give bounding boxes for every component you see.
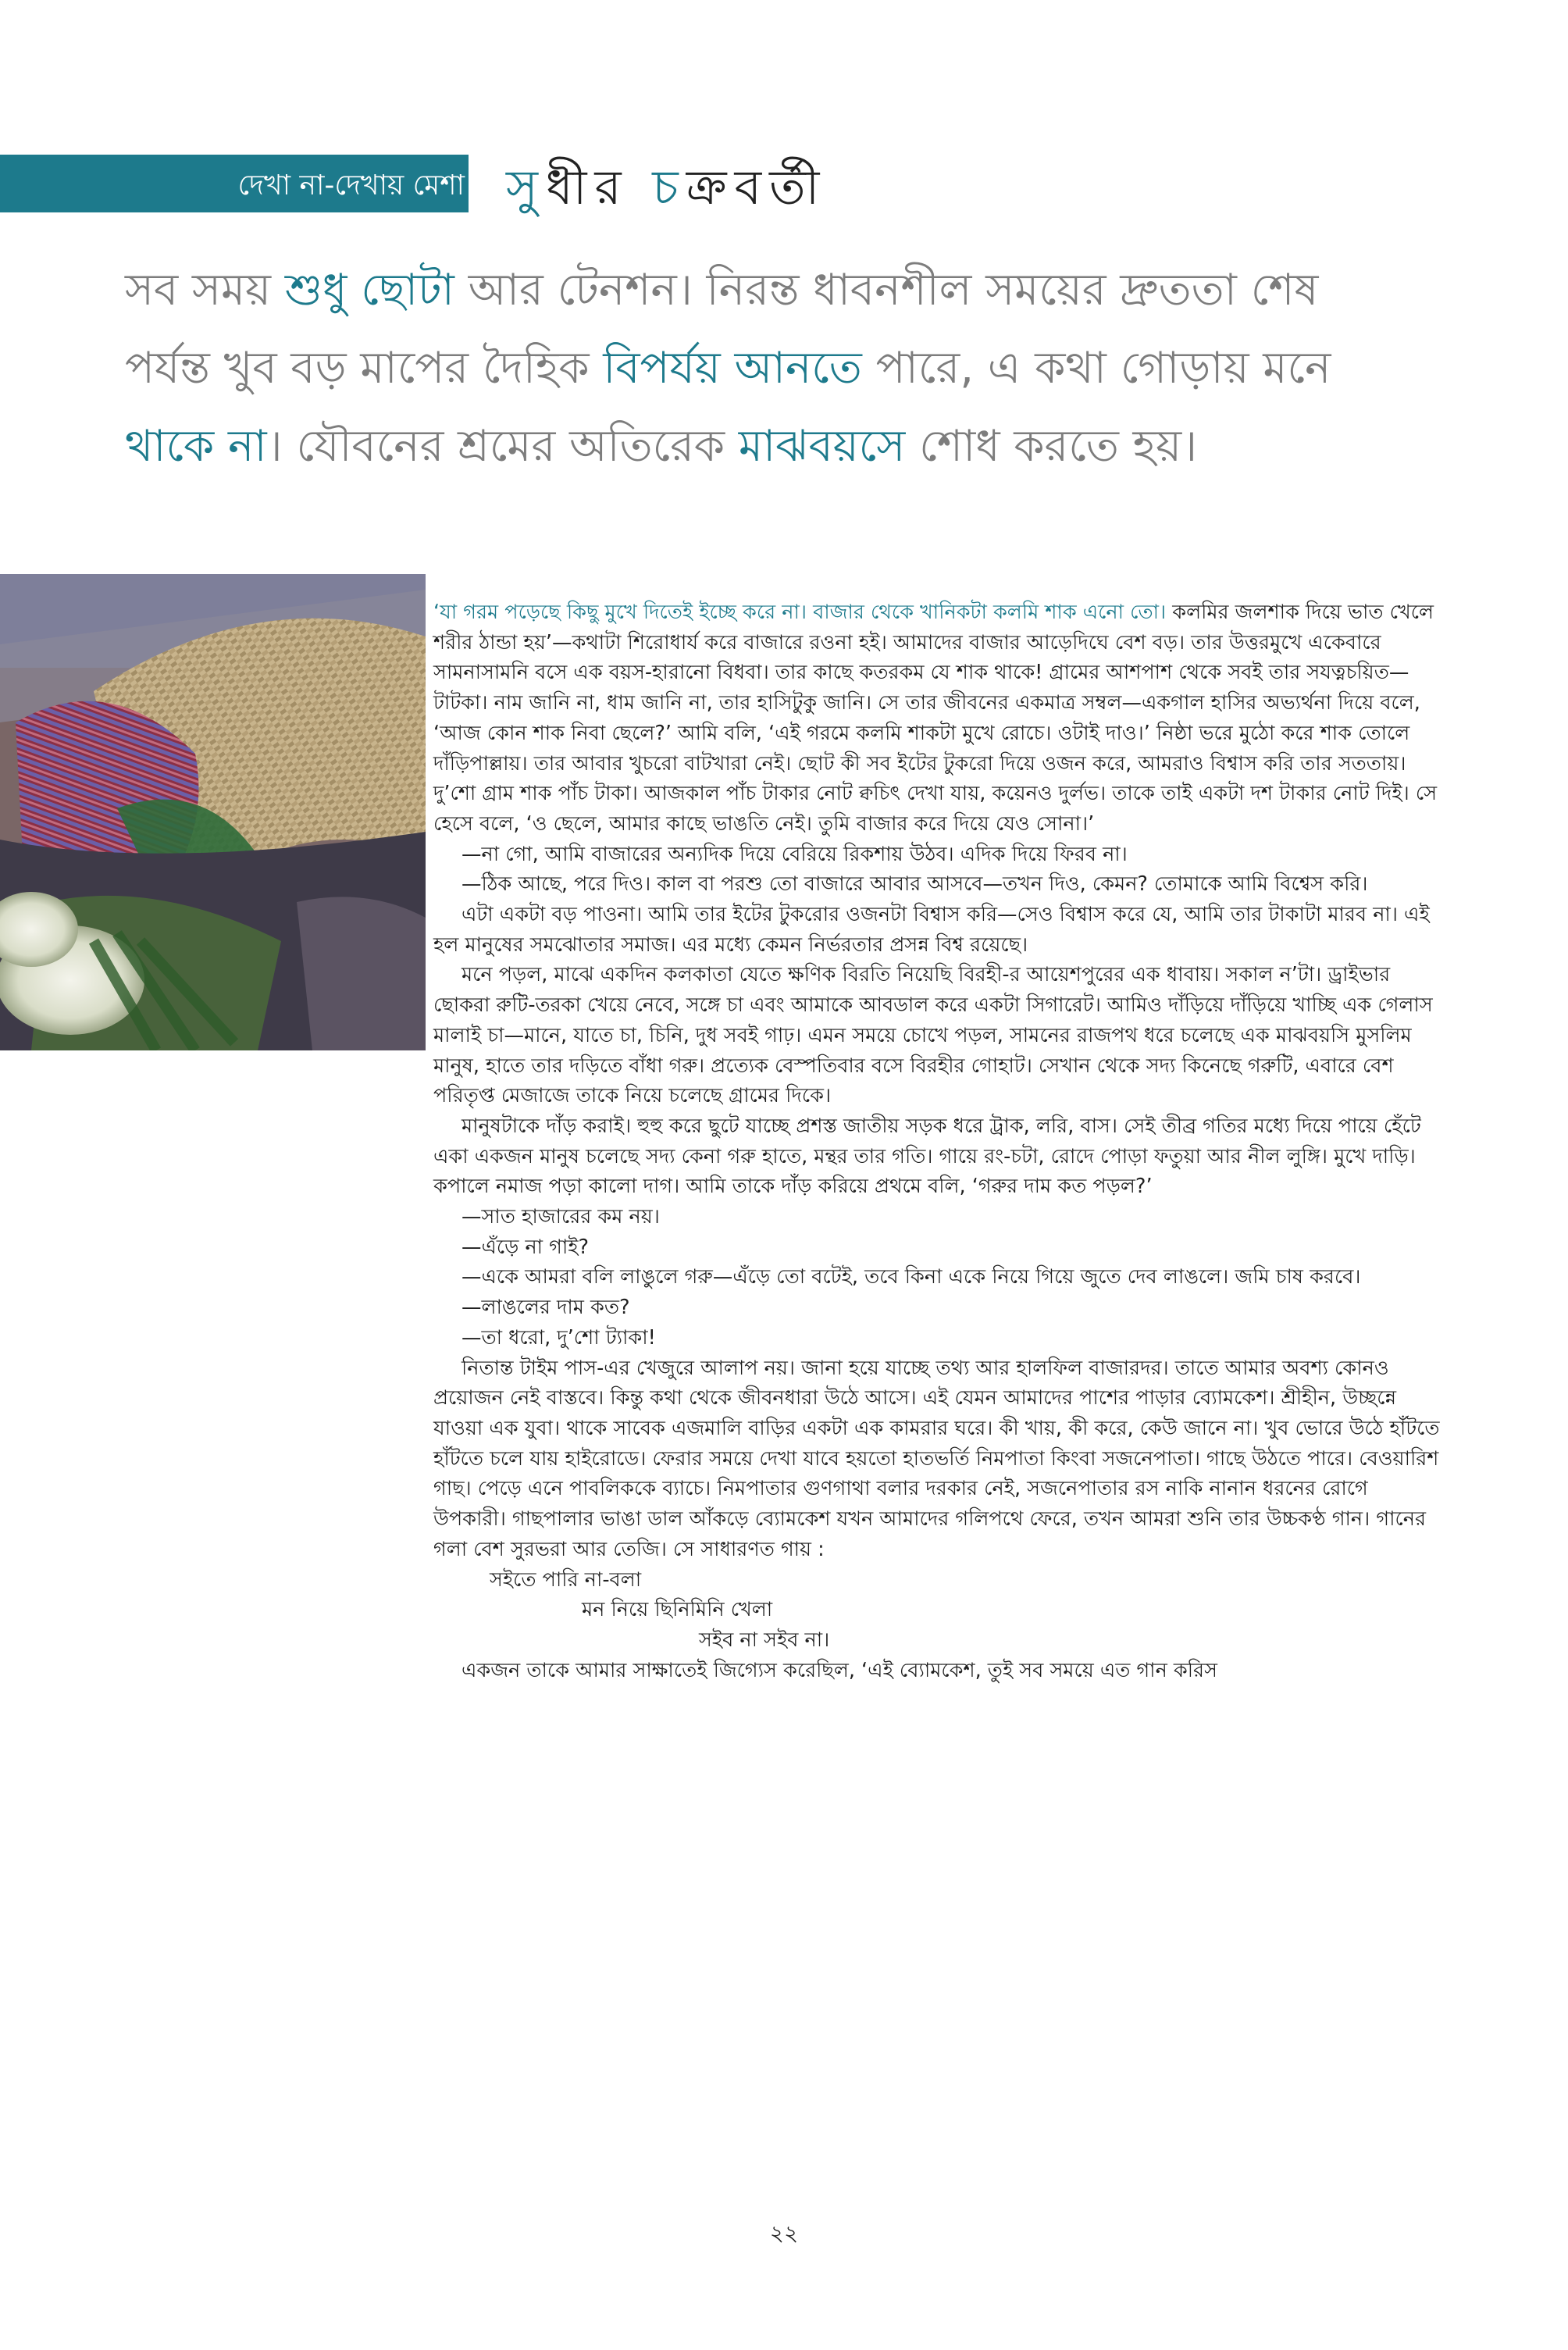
lead-paragraph bbox=[125, 251, 1367, 486]
series-title: দেখা না-দেখায় মেশা bbox=[237, 169, 465, 201]
paragraph-1: কলমির জলশাক দিয়ে ভাত খেলে শরীর ঠান্ডা হয়’—কথাটা শিরোধার্য করে বাজারে রওনা হই। আমাদের বাজার আড়েদিঘে বেশ বড়। তার উত্তরমুখে একেবারে সামনাসামনি বসে এক বয়স-হারানো বিধবা। তার কাছে কতরকম যে শাক থাকে! গ্রামের আশপাশ থেকে সবই তার সযত্নচয়িত—টাটকা। নাম জানি না, ধাম জানি না, তার হাসিটুকু জানি। সে তার জীবনের একমাত্র সম্বল—একগাল হাসির অভ্যর্থনা দিয়ে বলে, ‘আজ কোন শাক নিবা ছেলে?’ আমি বলি, ‘এই গরমে কলমি শাকটা মুখে রোচে। ওটাই দাও।’ নিষ্ঠা ভরে মুঠো করে শাক তোলে দাঁড়িপাল্লায়। তার আবার খুচরো বাটখারা নেই। ছোট কী সব ইটের টুকরো দিয়ে ওজন করে, আমরাও বিশ্বাস করি তার সততায়। দু’শো গ্রাম শাক পাঁচ টাকা। আজকাল পাঁচ টাকার নোট ক্বচিৎ দেখা যায়, কয়েনও দুর্লভ। তাকে তাই একটা দশ টাকার নোট দিই। সে হেসে বলে, ‘ও ছেলে, আমার কাছে ভাঙতি নেই। তুমি বাজার করে দিয়ে যেও সোনা।’ bbox=[433, 601, 1438, 836]
paragraph-3: —ঠিক আছে, পরে দিও। কাল বা পরশু তো বাজারে আবার আসবে—তখন দিও, কেমন? তোমাকে আমি বিশ্বেস করি। bbox=[461, 872, 1368, 897]
lead-text: । যৌবনের শ্রমের অতিরেক bbox=[266, 421, 739, 472]
paragraph-13: একজন তাকে আমার সাক্ষাতেই জিগ্যেস করেছিল, ‘এই ব্যোমকেশ, তুই সব সময়ে এত গান করিস bbox=[461, 1658, 1217, 1682]
lead-highlight: থাকে না bbox=[125, 421, 267, 472]
song-verse bbox=[433, 1565, 1445, 1656]
basket-photo-illustration bbox=[0, 574, 426, 1050]
paragraph-4: এটা একটা বড় পাওনা। আমি তার ইটের টুকরোর ওজনটা বিশ্বাস করি—সেও বিশ্বাস করে যে, আমি তার টাকাটা মারব না। এই হল মানুষের সমঝোতার সমাজ। এর মধ্যে কেমন নির্ভরতার প্রসন্ন বিশ্ব রয়েছে। bbox=[433, 903, 1430, 957]
author-part-2: ধীর bbox=[545, 159, 653, 216]
lead-text: আর টেনশন। নিরন্ত ধাবনশীল সময়ের দ্রুততা শেষ পর্যন্ত খুব বড় মাপের দৈহিক bbox=[125, 265, 1319, 394]
paragraph-8: —এঁড়ে না গাই? bbox=[461, 1235, 590, 1259]
paragraph-5: মনে পড়ল, মাঝে একদিন কলকাতা যেতে ক্ষণিক বিরতি নিয়েছি বিরহী-র আয়েশপুরের এক ধাবায়। সকাল ন’টা। ড্রাইভার ছোকরা রুটি-তরকা খেয়ে নেবে, সঙ্গে চা এবং আমাকে আবডাল করে একটা সিগারেট। আমিও দাঁড়িয়ে দাঁড়িয়ে খাচ্ছি এক গেলাস মালাই চা—মানে, যাতে চা, চিনি, দুধ সবই গাঢ়। এমন সময়ে চোখে পড়ল, সামনের রাজপথ ধরে চলেছে এক মাঝবয়সি মুসলিম মানুষ, হাতে তার দড়িতে বাঁধা গরু। প্রত্যেক বেস্পতিবার বসে বিরহীর গোহাট। সেখান থেকে সদ্য কিনেছে গরুটি, এবারে বেশ পরিতৃপ্ত মেজাজে তাকে নিয়ে চলেছে গ্রামের দিকে। bbox=[433, 963, 1433, 1108]
lead-text: পারে, এ কথা গোড়ায় মনে bbox=[861, 343, 1331, 394]
lead-text: শোধ করতে হয়। bbox=[905, 421, 1198, 472]
author-part-1: সু bbox=[506, 159, 546, 216]
paragraph-6: মানুষটাকে দাঁড় করাই। হুহু করে ছুটে যাচ্ছে প্রশস্ত জাতীয় সড়ক ধরে ট্রাক, লরি, বাস। সেই তীব্র গতির মধ্যে দিয়ে পায়ে হেঁটে একা একজন মানুষ চলেছে সদ্য কেনা গরু হাতে, মন্থর তার গতি। গায়ে রং-চটা, রোদে পোড়া ফতুয়া আর নীল লুঙ্গি। মুখে দাড়ি। কপালে নমাজ পড়া কালো দাগ। আমি তাকে দাঁড় করিয়ে প্রথমে বলি, ‘গরুর দাম কত পড়ল?’ bbox=[433, 1114, 1421, 1199]
song-line: সইব না সইব না। bbox=[699, 1628, 830, 1652]
author-part-3: চ bbox=[652, 159, 686, 216]
song-line: মন নিয়ে ছিনিমিনি খেলা bbox=[582, 1598, 773, 1622]
paragraph-11: —তা ধরো, দু’শো ট্যাকা! bbox=[461, 1325, 656, 1350]
article-body bbox=[433, 597, 1445, 1685]
opening-quote: ‘যা গরম পড়েছে কিছু মুখে দিতেই ইচ্ছে করে না। বাজার থেকে খানিকটা কলমি শাক এনো তো। bbox=[433, 601, 1167, 624]
lead-highlight: বিপর্যয় আনতে bbox=[603, 343, 862, 394]
paragraph-9: —একে আমরা বলি লাঙুলে গরু—এঁড়ে তো বটেই, তবে কিনা একে নিয়ে গিয়ে জুতে দেব লাঙলে। জমি চাষ করবে। bbox=[461, 1265, 1361, 1289]
paragraph-12: নিতান্ত টাইম পাস-এর খেজুরে আলাপ নয়। জানা হয়ে যাচ্ছে তথ্য আর হালফিল বাজারদর। তাতে আমার অবশ্য কোনও প্রয়োজন নেই বাস্তবে। কিন্তু কথা থেকে জীবনধারা উঠে আসে। এই যেমন আমাদের পাশের পাড়ার ব্যোমকেশ। শ্রীহীন, উচ্ছন্নে যাওয়া এক যুবা। থাকে সাবেক এজমালি বাড়ির একটা এক কামরার ঘরে। কী খায়, কী করে, কেউ জানে না। খুব ভোরে উঠে হাঁটতে হাঁটতে চলে যায় হাইরোডে। ফেরার সময়ে দেখা যাবে হয়তো হাতভর্তি নিমপাতা কিংবা সজনেপাতা। গাছে উঠতে পারে। বেওয়ারিশ গাছ। পেড়ে এনে পাবলিককে ব্যাচে। নিমপাতার গুণগাথা বলার দরকার নেই, সজনেপাতার রস নাকি নানান ধরনের রোগে উপকারী। গাছপালার ভাঙা ডাল আঁকড়ে ব্যোমকেশ যখন আমাদের গলিপথে ফেরে, তখন আমরা শুনি তার উচ্চকণ্ঠ গান। গানের গলা বেশ সুরভরা আর তেজি। সে সাধারণত গায় : bbox=[433, 1356, 1440, 1561]
song-line: সইতে পারি না-বলা bbox=[490, 1567, 642, 1592]
lead-highlight: শুধু ছোটা bbox=[284, 265, 454, 316]
author-name bbox=[506, 156, 827, 219]
lead-highlight: মাঝবয়সে bbox=[738, 421, 906, 472]
page-number: ২২ bbox=[769, 2220, 799, 2246]
paragraph-10: —লাঙলের দাম কত? bbox=[461, 1296, 630, 1320]
lead-text: সব সময় bbox=[125, 265, 285, 316]
author-part-4: ক্রবর্তী bbox=[686, 159, 828, 216]
market-photo bbox=[0, 574, 426, 1050]
paragraph-7: —সাত হাজারের কম নয়। bbox=[461, 1205, 660, 1229]
paragraph-2: —না গো, আমি বাজারের অন্যদিক দিয়ে বেরিয়ে রিকশায় উঠব। এদিক দিয়ে ফিরব না। bbox=[461, 842, 1128, 866]
